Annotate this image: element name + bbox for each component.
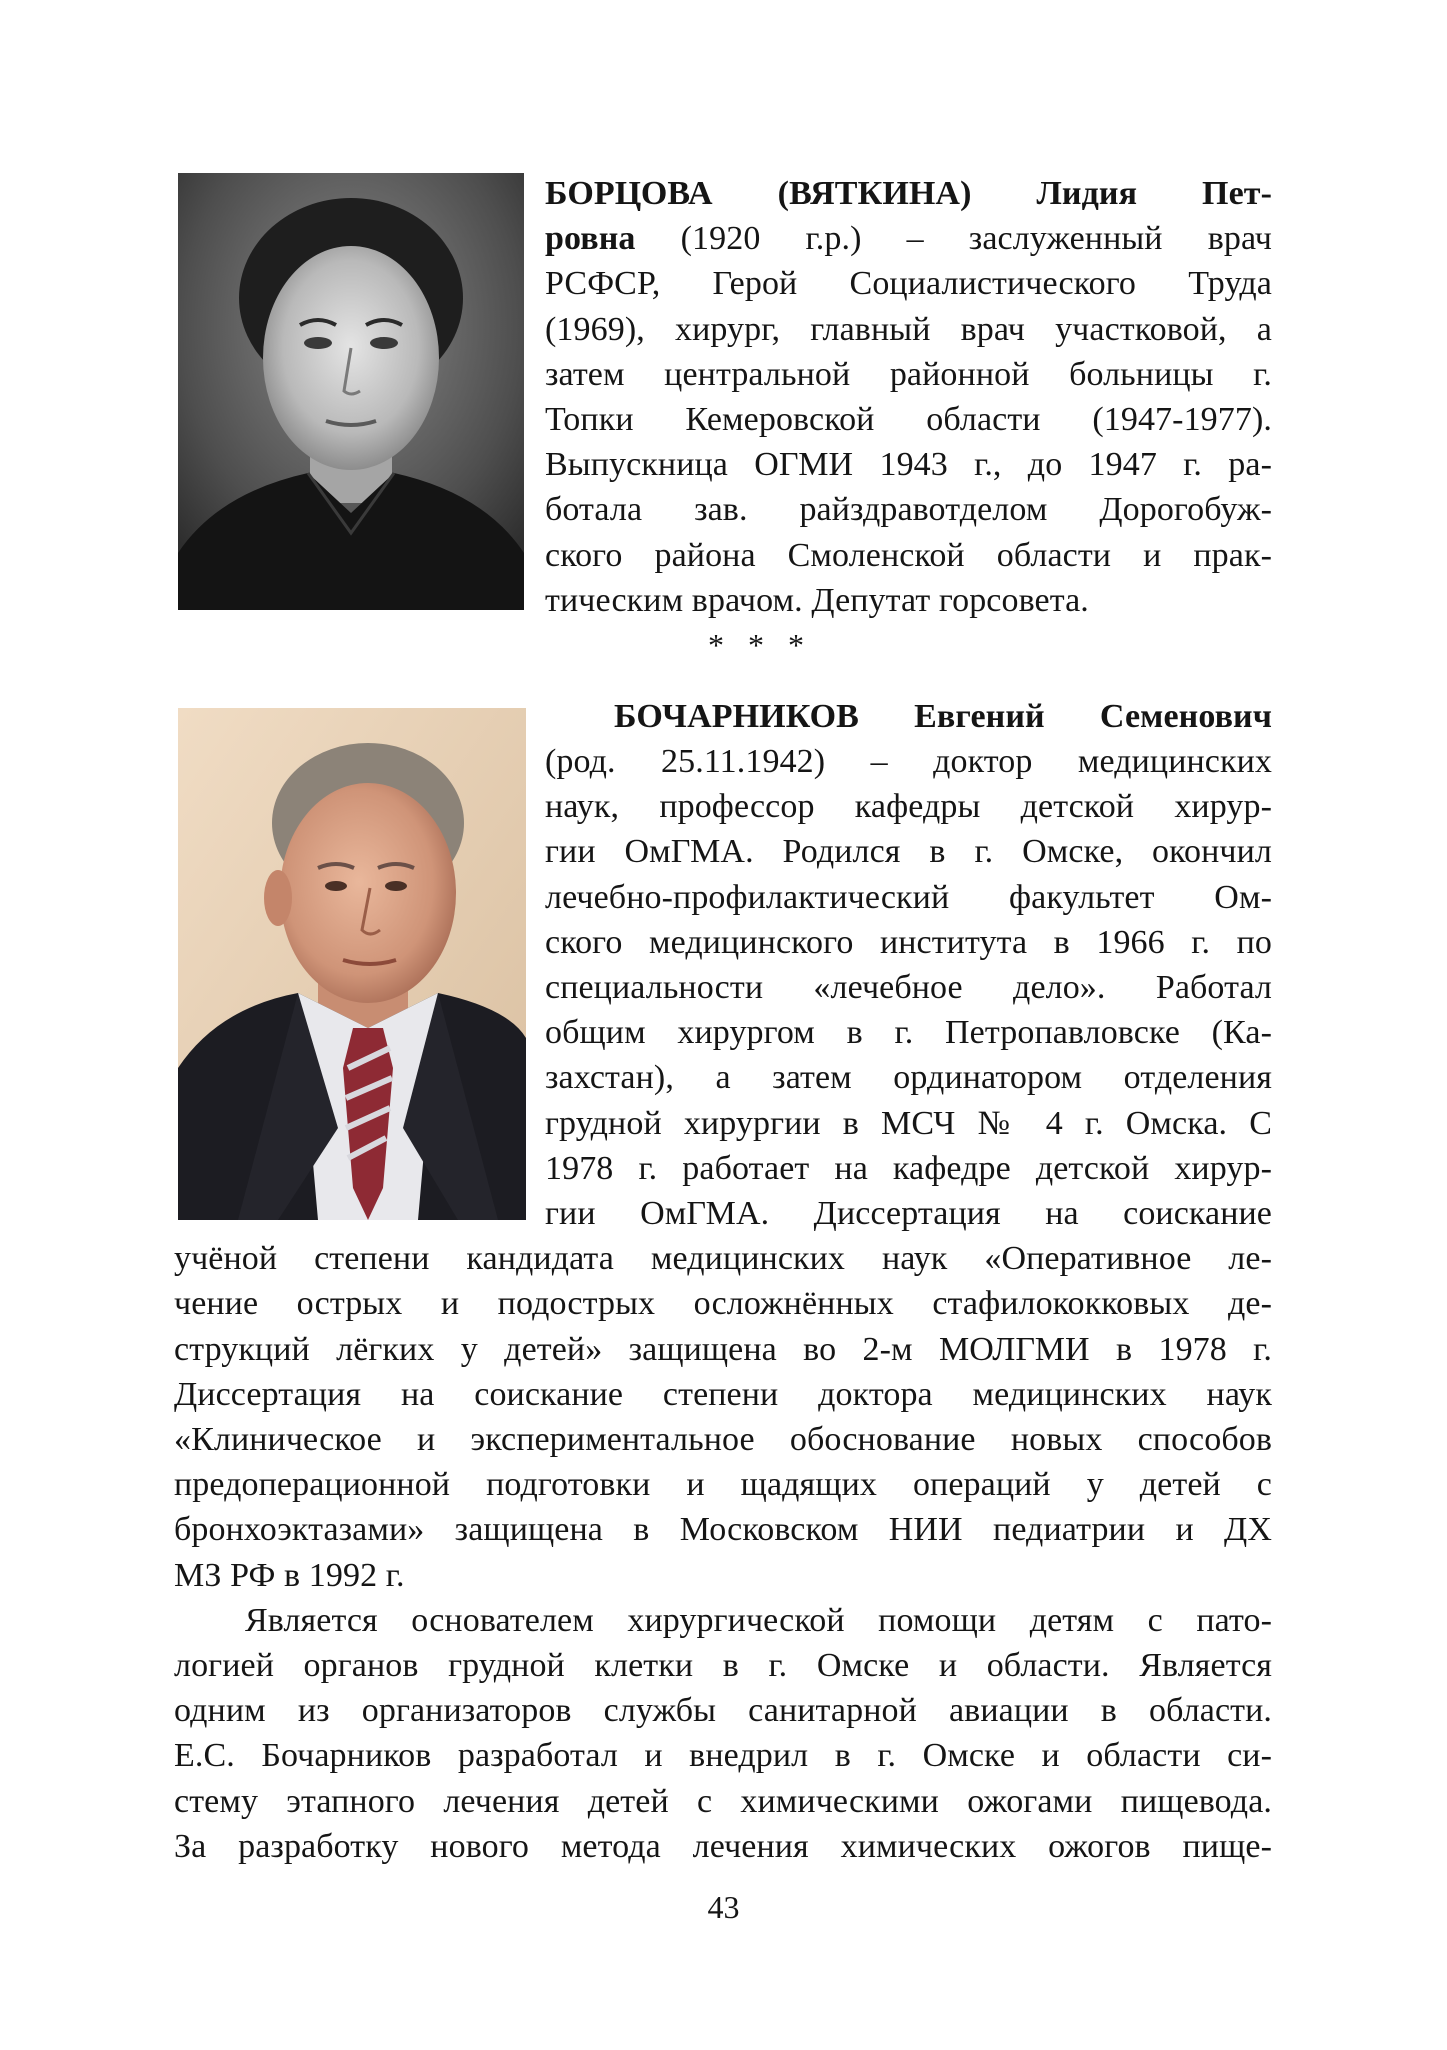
entry-2-full-line-2: чение острых и подострых осложнённых стафилококковых де- xyxy=(174,1285,1272,1322)
entry-1-line-2 xyxy=(545,219,1272,259)
entry-2-full-line-8: МЗ РФ в 1992 г. xyxy=(174,1557,405,1594)
portrait-photo-bortsova xyxy=(178,173,524,610)
entry-2-full-line-3: струкций лёгких у детей» защищена во 2-м МОЛГМИ в 1978 г. xyxy=(174,1331,1272,1368)
entry-1-line-3: РСФСР, Герой Социалистического Труда xyxy=(545,265,1272,302)
entry-1-line-4: (1969), хирург, главный врач участковой, а xyxy=(545,311,1272,348)
paragraph-2-line-2: логией органов грудной клетки в г. Омске и области. Является xyxy=(174,1647,1272,1684)
entry-2-line-5: лечебно-профилактический факультет Ом- xyxy=(545,879,1272,916)
entry-1-name-heading: БОРЦОВА (ВЯТКИНА) Лидия Пет- xyxy=(545,175,1272,212)
entry-2-line-3: наук, профессор кафедры детской хирур- xyxy=(545,788,1272,825)
entry-2-line-2: (род. 25.11.1942) – доктор медицинских xyxy=(545,743,1272,780)
entry-1-name-continuation: ровна xyxy=(545,220,636,257)
entry-1-line-8: ботала зав. райздравотделом Дорогобуж- xyxy=(545,491,1272,528)
entry-2-name-heading: БОЧАРНИКОВ Евгений Семенович xyxy=(614,698,1272,735)
entry-1-line-5: затем центральной районной больницы г. xyxy=(545,356,1272,393)
entry-1-line-2-rest: (1920 г.р.) – заслуженный врач xyxy=(635,220,1272,257)
entry-1-line-6: Топки Кемеровской области (1947-1977). xyxy=(545,401,1272,438)
entry-2-full-line-5: «Клиническое и экспериментальное обоснование новых способов xyxy=(174,1421,1272,1458)
entry-1-line-9: ского района Смоленской области и прак- xyxy=(545,537,1272,574)
paragraph-2-line-1: Является основателем хирургической помощи детям с пато- xyxy=(245,1602,1272,1639)
entry-2-full-line-6: предоперационной подготовки и щадящих операций у детей с xyxy=(174,1466,1272,1503)
section-separator: * * * xyxy=(708,627,812,663)
entry-2-line-11: 1978 г. работает на кафедре детской хирур- xyxy=(545,1150,1272,1187)
entry-2-full-line-1: учёной степени кандидата медицинских наук «Оперативное ле- xyxy=(174,1240,1272,1277)
entry-2-line-4: гии ОмГМА. Родился в г. Омске, окончил xyxy=(545,833,1272,870)
paragraph-2-line-3: одним из организаторов службы санитарной авиации в области. xyxy=(174,1692,1272,1729)
entry-1-line-10: тическим врачом. Депутат горсовета. xyxy=(545,582,1089,619)
entry-2-line-12: гии ОмГМА. Диссертация на соискание xyxy=(545,1195,1272,1232)
paragraph-2-line-4: Е.С. Бочарников разработал и внедрил в г. Омске и области си- xyxy=(174,1737,1272,1774)
entry-2-line-6: ского медицинского института в 1966 г. по xyxy=(545,924,1272,961)
entry-2-line-7: специальности «лечебное дело». Работал xyxy=(545,969,1272,1006)
entry-1-line-7: Выпускница ОГМИ 1943 г., до 1947 г. ра- xyxy=(545,446,1272,483)
entry-2-line-10: грудной хирургии в МСЧ № 4 г. Омска. С xyxy=(545,1105,1272,1142)
page-number: 43 xyxy=(707,1889,740,1925)
entry-2-full-line-4: Диссертация на соискание степени доктора медицинских наук xyxy=(174,1376,1272,1413)
paragraph-2-line-6: За разработку нового метода лечения химических ожогов пище- xyxy=(174,1828,1272,1865)
entry-2-line-9: захстан), а затем ординатором отделения xyxy=(545,1059,1272,1096)
portrait-photo-bocharnikov xyxy=(178,708,526,1220)
paragraph-2-line-5: стему этапного лечения детей с химическими ожогами пищевода. xyxy=(174,1783,1272,1820)
entry-2-line-8: общим хирургом в г. Петропавловске (Ка- xyxy=(545,1014,1272,1051)
entry-2-full-line-7: бронхоэктазами» защищена в Московском НИИ педиатрии и ДХ xyxy=(174,1511,1272,1548)
